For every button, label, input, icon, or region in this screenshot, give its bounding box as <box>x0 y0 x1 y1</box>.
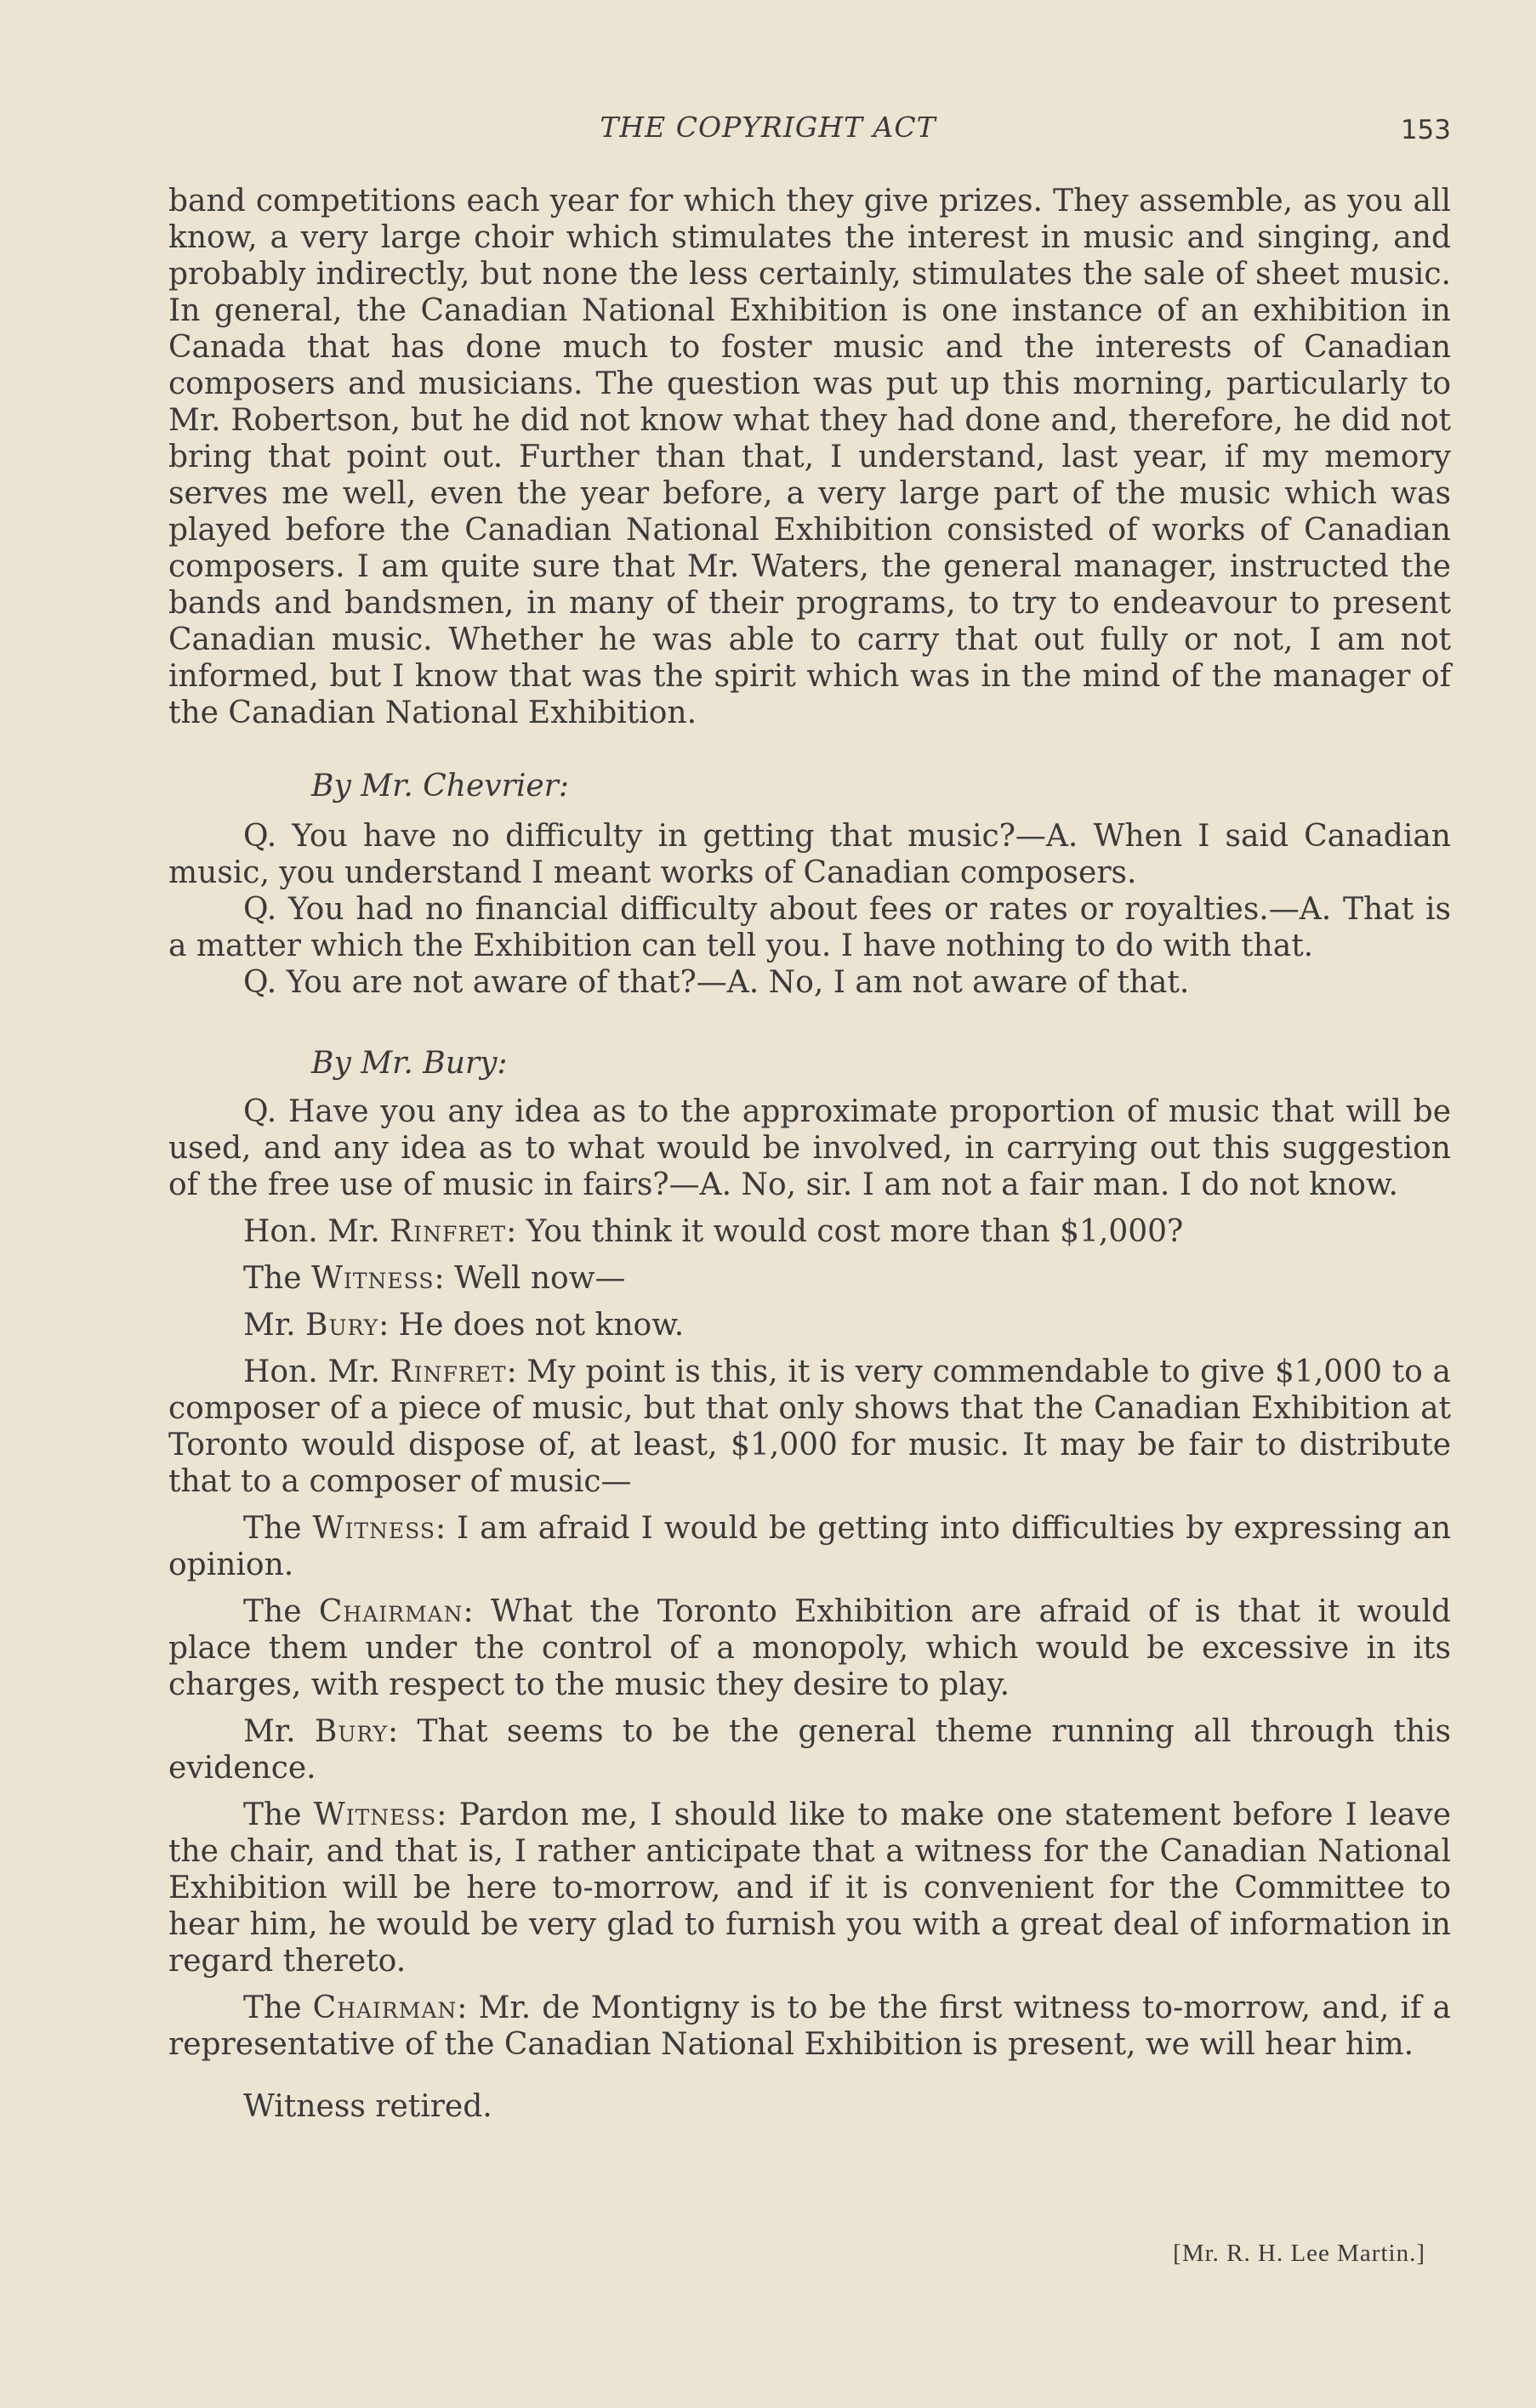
paragraph: band competitions each year for which they give prizes. They assemble, as you all know, a very large choir which stimulates the interest in music and singing, and probably indirectly, but none the less certainly, stimulates the sale of sheet music. In general, the Canadian National Exhibition is one instance of an exhibition in Canada that has done much to foster music and the interests of Canadian composers and musicians. The question was put up this morning, particularly to Mr. Robertson, but he did not know what they had done and, therefore, he did not bring that point out. Further than that, I understand, last year, if my memory serves me well, even the year before, a very large part of the music which was played before the Canadian National Exhibition consisted of works of Canadian composers. I am quite sure that Mr. Waters, the general manager, instructed the bands and bandsmen, in many of their programs, to try to endeavour to present Canadian music. Whether he was able to carry that out fully or not, I am not informed, but I know that was the spirit which was in the mind of the manager of the Canadian National Exhibition. <box>168 184 1451 730</box>
speech <box>168 1354 1451 1500</box>
speech <box>168 1713 1451 1786</box>
speaker-prefix: The <box>243 1594 319 1629</box>
speech-text: : Well now— <box>434 1261 626 1296</box>
speech-text: : That seems to be the general theme running all through this evidence. <box>168 1714 1451 1786</box>
speech-text: : Mr. de Montigny is to be the first witness to-morrow, and, if a representative of the Canadian National Exhibition is present, we will hear him. <box>168 1991 1451 2062</box>
body-text <box>168 183 1451 2125</box>
speech <box>168 1307 1451 1343</box>
speaker-prefix: Mr. <box>243 1714 315 1749</box>
speaker-prefix: The <box>243 1797 314 1832</box>
speaker-prefix: The <box>243 1511 313 1546</box>
speech <box>168 1797 1451 1979</box>
question-answer: Q. You are not aware of that?—A. No, I am not aware of that. <box>243 965 1190 1000</box>
speech-text: : What the Toronto Exhibition are afraid of is that it would place them under the control of a monopoly, which would be excessive in its charges, with respect to the music they desire to play. <box>168 1594 1451 1702</box>
speech-text: : My point is this, it is very commendable to give $1,000 to a composer of a piece of music, but that only shows that the Canadian Exhibition at Toronto would dispose of, at least, $1,000 for music. It may be fair to distribute that to a composer of music— <box>168 1354 1451 1499</box>
speech <box>168 1990 1451 2063</box>
speaker-name: Chairman <box>312 1991 458 2025</box>
speech-text: : You think it would cost more than $1,000? <box>506 1214 1184 1249</box>
speaker-prefix: Hon. Mr. <box>243 1214 390 1249</box>
speech <box>168 1510 1451 1583</box>
speech <box>168 1593 1451 1703</box>
speech <box>168 1213 1451 1250</box>
question-answer: Q. Have you any idea as to the approximate proportion of music that will be used, and any idea as to what would be involved, in carrying out this suggestion of the free use of music in fairs?—A. No, sir. I am not a fair man. I do not know. <box>168 1094 1451 1202</box>
speech-text: : Pardon me, I should like to make one statement before I leave the chair, and that is, I rather anticipate that a witness for the Canadian National Exhibition will be here to-morrow, and if it is convenient for the Committee to hear him, he would be very glad to furnish you with a great deal of information in regard thereto. <box>168 1797 1452 1979</box>
next-speaker-note: [Mr. R. H. Lee Martin.] <box>1173 2240 1425 2267</box>
examiner-heading: By Mr. Chevrier: <box>311 769 569 804</box>
speaker-name: Witness <box>313 1797 437 1832</box>
speaker-prefix: Mr. <box>243 1308 306 1343</box>
speech <box>168 1260 1451 1297</box>
speaker-prefix: The <box>243 1261 311 1296</box>
running-title: THE COPYRIGHT ACT <box>600 111 936 144</box>
speaker-name: Rinfret <box>390 1214 507 1249</box>
question-answer: Q. You had no financial difficulty about fees or rates or royalties.—A. That is a matter which the Exhibition can tell you. I have nothing to do with that. <box>168 892 1451 963</box>
speaker-name: Witness <box>312 1511 435 1546</box>
speaker-name: Chairman <box>318 1594 464 1629</box>
question-answer: Q. You have no difficulty in getting that music?—A. When I said Canadian music, you understand I meant works of Canadian composers. <box>168 819 1451 890</box>
speaker-prefix: Hon. Mr. <box>243 1354 390 1389</box>
speaker-prefix: The <box>243 1991 313 2025</box>
page-number: 153 <box>1400 115 1451 145</box>
speaker-name: Bury <box>314 1714 388 1749</box>
stage-direction: Witness retired. <box>243 2089 492 2124</box>
speaker-name: Bury <box>305 1308 379 1343</box>
examiner-heading: By Mr. Bury: <box>311 1046 508 1081</box>
speaker-name: Rinfret <box>390 1354 507 1389</box>
speech-text: : I am afraid I would be getting into difficulties by expressing an opinion. <box>168 1511 1451 1582</box>
speech-text: : He does not know. <box>378 1308 685 1343</box>
speaker-name: Witness <box>310 1261 435 1296</box>
